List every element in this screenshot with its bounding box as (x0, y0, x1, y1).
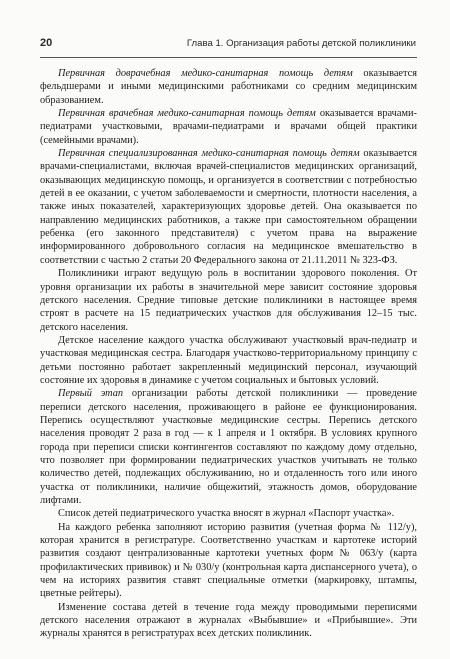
paragraph-emphasis: Первичная специализированная медико-санитарная помощь детям (58, 148, 360, 160)
paragraph-text: Изменение состава детей в течение года между проводимыми переписями детского населения отражают в журналах «Выбывшие» и «Прибывшие». Эти журналы хранятся в регистратурах всех детских поликлиник. (40, 601, 417, 640)
paragraph-primary-physician-care (40, 107, 417, 147)
paragraph-text: Поликлиники играют ведущую роль в воспитании здорового поколения. От уровня организации их работы в значительной мере зависит состояние здоровья детского населения. Средние типовые детские поликлиники в настоящее время строят в расчете на 15 педиатрических участков для обслуживания 12–15 тыс. детского населения. (40, 268, 417, 333)
paragraph-text: оказывается врачами-педиатрами участковыми, врачами-педиатрами и врачами общей практики (семейными врачами). (40, 108, 417, 146)
paragraph-emphasis: Первичная доврачебная медико-санитарная помощь детям (58, 68, 353, 79)
chapter-title: Глава 1. Организация работы детской поликлиники (186, 38, 416, 49)
header-divider (40, 57, 417, 58)
paragraph-primary-prephysician-care (40, 67, 417, 107)
body-text (40, 67, 417, 641)
paragraph-emphasis: Первичная врачебная медико-санитарная помощь детям (58, 108, 316, 120)
paragraph-development-history (40, 521, 417, 601)
paragraph-text: Детское население каждого участка обслуживают участковый врач-педиатр и участковая медицинская сестра. Благодаря участково-территориальному принципу с детьми постоянно работает закрепленный медицинский персонал, изучающий состояние их здоровья в динамике с учетом социальных и бытовых условий. (40, 334, 417, 386)
paragraph-clinics-role (40, 267, 417, 334)
paragraph-emphasis: Первый этап (58, 388, 124, 400)
paragraph-population-changes (40, 601, 417, 641)
paragraph-specialized-care (40, 147, 417, 267)
paragraph-text: На каждого ребенка заполняют историю развития (учетная форма № 112/у), которая хранится в регистратуре. Соответственно участкам и картотеке историй развития создают централизованные картотеки учетных форм № 063/у (карта профилактических прививок) и № 030/у (контрольная карта диспансерного учета), о чем на историях развития ставят специальные отметки (маркировку, штампы, цветные рейтеры). (40, 521, 417, 600)
paragraph-text: Список детей педиатрического участка вносят в журнал «Паспорт участка». (58, 508, 395, 520)
running-header (40, 37, 416, 53)
paragraph-first-stage (40, 387, 417, 507)
paragraph-text: оказывается врачами-специалистами, включая врачей-специалистов медицинских организаций, оказывающих медицинскую помощь, и организуется в соответствии с потребностью детей в ее оказании, с учетом заболеваемости и смертности, плотности населения, а также иных показателей, характеризующих здоровье детей. Она оказывается по направлению медицинских работников, а также при самостоятельном обращении ребенка (его законного представителя) с учетом права на выражение информированного добровольного согласия на медицинское вмешательство в соответствии с частью 2 статьи 20 Федерального закона от 21.11.2011 № 323-ФЗ. (40, 148, 417, 266)
paragraph-district-passport (40, 507, 417, 520)
paragraph-text: оказывается фельдшерами и иными медицинскими работниками со средним медицинским образованием. (40, 68, 417, 106)
paragraph-text: организации работы детской поликлиники — проведение переписи детского населения, проживающего в районе ее функционирования. Перепись осуществляют участковые медицинские сестры. Перепись детского населения проводят 2 раза в год — к 1 апреля и 1 октября. В условиях крупного города при переписи списки контингентов составляют по каждому дому отдельно, что позволяет при формировании педиатрических участков учитывать не только количество детей, подлежащих обслуживанию, но и отдаленность того или иного участка от поликлиники, наличие общежитий, этажность домов, оборудование лифтами. (40, 388, 417, 506)
paragraph-district-staff (40, 334, 417, 387)
page-number: 20 (40, 37, 53, 49)
